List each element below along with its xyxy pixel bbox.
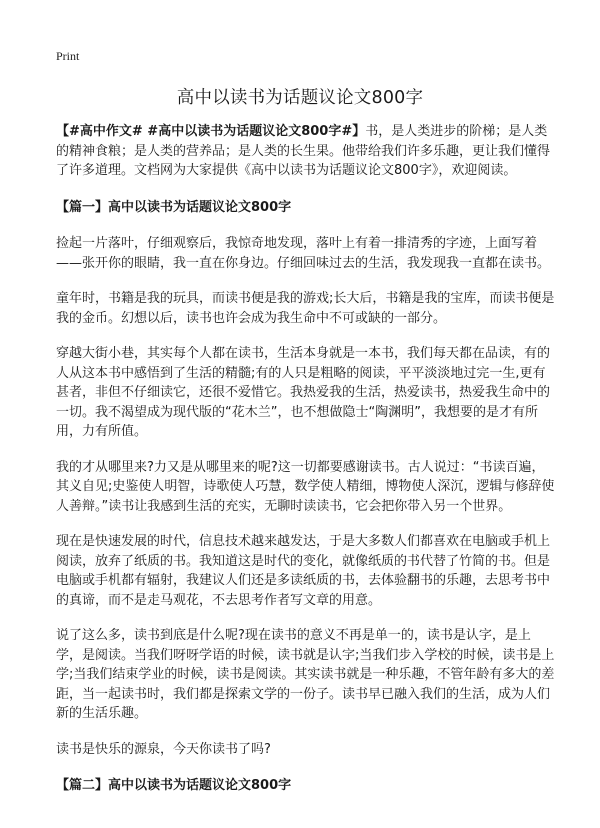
section-heading-2: 【篇二】高中以读书为话题议论文800字 bbox=[56, 778, 292, 793]
body-paragraph-7: 读书是快乐的源泉，今天你读书了吗? bbox=[56, 741, 271, 757]
body-paragraph-1: 捡起一片落叶，仔细观察后，我惊奇地发现，落叶上有着一排清秀的字迹，上面写着——张开你的眼睛，我一直在你身边。仔细回味过去的生活，我发现我一直都在读书。 bbox=[56, 236, 551, 271]
intro-tags: 【#高中作文# #高中以读书为话题议论文800字#】 bbox=[56, 124, 366, 139]
body-paragraph-5: 现在是快速发展的时代，信息技术越来越发达，于是大多数人们都喜欢在电脑或手机上阅读，放弃了纸质的书。我知道这是时代的变化，就像纸质的书代替了竹简的书。但是电脑或手机都有辐射，我建议人们还是多读纸质的书，去体验翻书的乐趣，去思考书中的真谛，而不是走马观花，不去思考作者写文章的用意。 bbox=[56, 534, 551, 608]
body-paragraph-6: 说了这么多，读书到底是什么呢?现在读书的意义不再是单一的，读书是认字，是上学，是阅读。当我们呀呀学语的时候，读书就是认字;当我们步入学校的时候，读书是上学;当我们结束学业的时候，读书是阅读。其实读书就是一种乐趣，不管年龄有多大的差距，当一起读书时，我们都是探索文学的一份子。读书早已融入我们的生活，成为人们新的生活乐趣。 bbox=[56, 628, 555, 721]
body-paragraph-3: 穿越大街小巷，其实每个人都在读书，生活本身就是一本书，我们每天都在品读，有的人从这本书中感悟到了生活的精髓;有的人只是粗略的阅读，平平淡淡地过完一生,更有甚者，非但不仔细读它，还很不爱惜它。我热爱我的生活，热爱读书，热爱我生命中的一切。我不渴望成为现代版的“花木兰”，也不想做隐士“陶渊明”，我想要的是才有所用，力有所值。 bbox=[56, 346, 551, 439]
body-paragraph-2: 童年时，书籍是我的玩具，而读书便是我的游戏;长大后，书籍是我的宝库，而读书便是我的金币。幻想以后，读书也许会成为我生命中不可或缺的一部分。 bbox=[56, 291, 555, 326]
article-body bbox=[56, 122, 556, 796]
section-heading-1: 【篇一】高中以读书为话题议论文800字 bbox=[56, 199, 292, 215]
print-link[interactable]: Print bbox=[56, 49, 80, 63]
intro-paragraph bbox=[56, 122, 556, 181]
intro-text: 书，是人类进步的阶梯；是人类的精神食粮；是人类的营养品；是人类的长生果。他带给我们许多乐趣，更让我们懂得了许多道理。文档网为大家提供《高中以读书为话题议论文800字》，欢迎阅读。 bbox=[56, 124, 551, 178]
body-paragraph-4: 我的才从哪里来?力又是从哪里来的呢?这一切都要感谢读书。古人说过：“书读百遍，其义自见;史鉴使人明智，诗歌使人巧慧，数学使人精细，博物使人深沉，逻辑与修辞使人善辩。”读书让我感到生活的充实，无聊时读读书，它会把你带入另一个世界。 bbox=[56, 459, 555, 514]
page-title: 高中以读书为话题议论文800字 bbox=[176, 88, 424, 108]
